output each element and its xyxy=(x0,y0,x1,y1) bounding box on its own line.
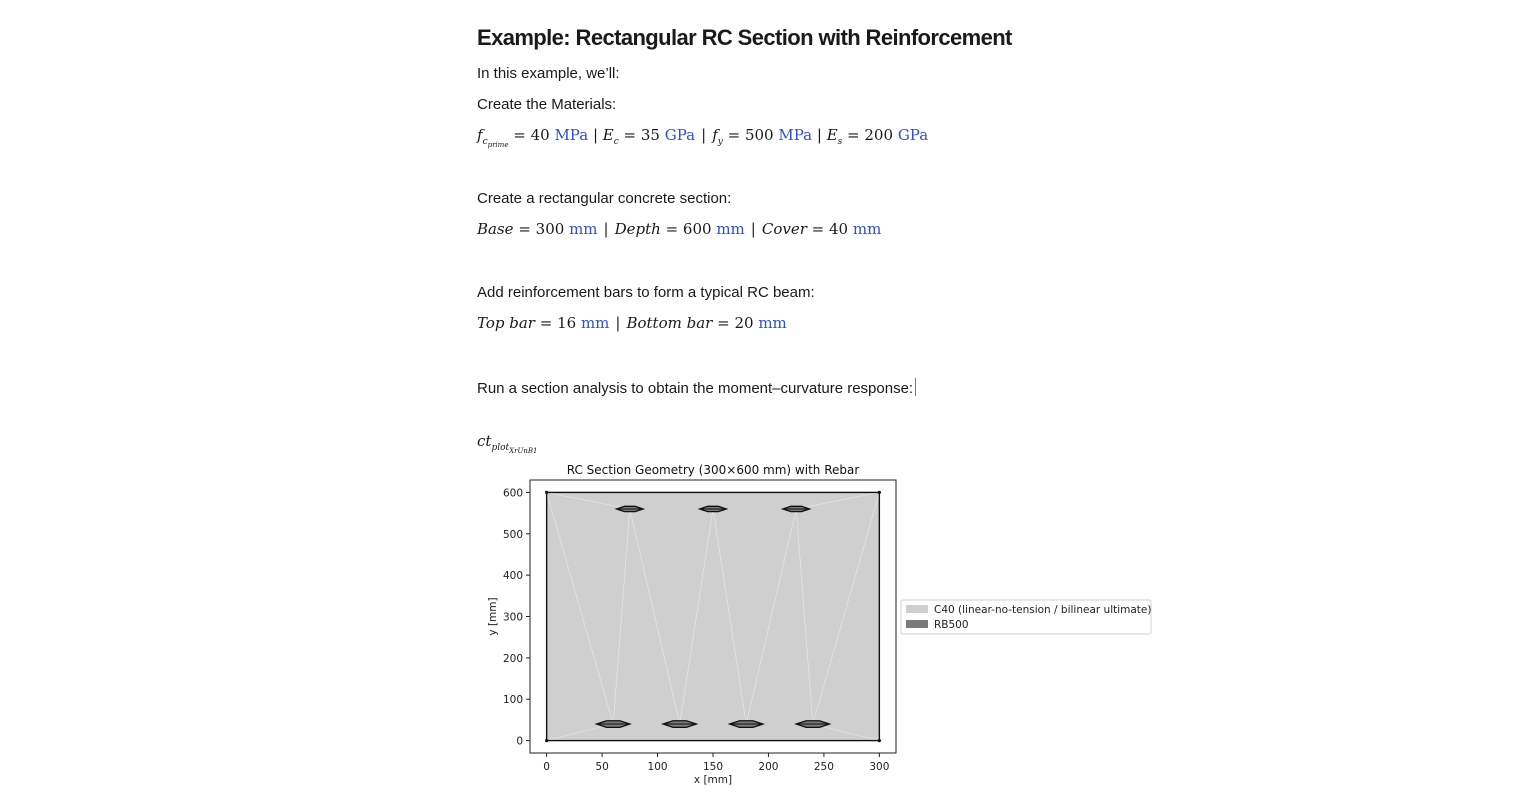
x-tick-label: 250 xyxy=(813,761,834,773)
x-tick-label: 300 xyxy=(869,761,890,773)
step-reinforcement: Add reinforcement bars to form a typical RC beam: xyxy=(477,284,815,301)
step-section: Create a rectangular concrete section: xyxy=(477,190,732,207)
y-tick-label: 500 xyxy=(502,528,523,541)
step-analysis[interactable]: Run a section analysis to obtain the moment–curvature response: xyxy=(477,378,916,397)
y-tick-label: 300 xyxy=(502,611,523,624)
corner-node xyxy=(545,491,548,494)
concrete-section xyxy=(547,492,880,740)
x-tick-label: 0 xyxy=(543,761,550,773)
page-title: Example: Rectangular RC Section with Reinforcement xyxy=(477,25,1012,50)
chart-title: RC Section Geometry (300×600 mm) with Rebar xyxy=(566,463,860,477)
y-tick-label: 0 xyxy=(516,735,523,748)
legend-swatch xyxy=(906,605,928,613)
corner-node xyxy=(545,739,548,742)
text-cursor xyxy=(915,378,916,396)
section-geometry-chart xyxy=(470,455,1170,798)
x-tick-label: 100 xyxy=(647,761,668,773)
legend-label: C40 (linear-no-tension / bilinear ultimate) xyxy=(934,604,1152,616)
x-axis-label: x [mm] xyxy=(693,774,733,786)
step-materials: Create the Materials: xyxy=(477,96,617,113)
plot-variable: $ct_{plot_{XrUnB1}}$ xyxy=(477,432,538,455)
x-tick-label: 50 xyxy=(595,761,609,773)
intro-text: In this example, we’ll: xyxy=(477,65,620,82)
corner-node xyxy=(878,491,881,494)
y-tick-label: 600 xyxy=(502,487,523,500)
x-tick-label: 200 xyxy=(758,761,779,773)
corner-node xyxy=(878,739,881,742)
y-tick-label: 200 xyxy=(502,652,523,665)
y-tick-label: 400 xyxy=(502,570,523,583)
section-equation: Base = 300 mm | Depth = 600 mm | Cover = 40 mm xyxy=(477,220,882,238)
legend-swatch xyxy=(906,620,928,628)
y-tick-label: 100 xyxy=(502,694,523,707)
bars-equation: Top bar = 16 mm | Bottom bar = 20 mm xyxy=(477,314,787,332)
materials-equation: $f_{c_{prime}} = 40$ MPa | $E_c = 35$ GPa | $f_y = 500$ MPa | $E_s = 200$ GPa xyxy=(477,126,929,149)
legend-label: RB500 xyxy=(934,619,969,631)
x-tick-label: 150 xyxy=(702,761,724,773)
y-axis-label: y [mm] xyxy=(487,597,499,636)
